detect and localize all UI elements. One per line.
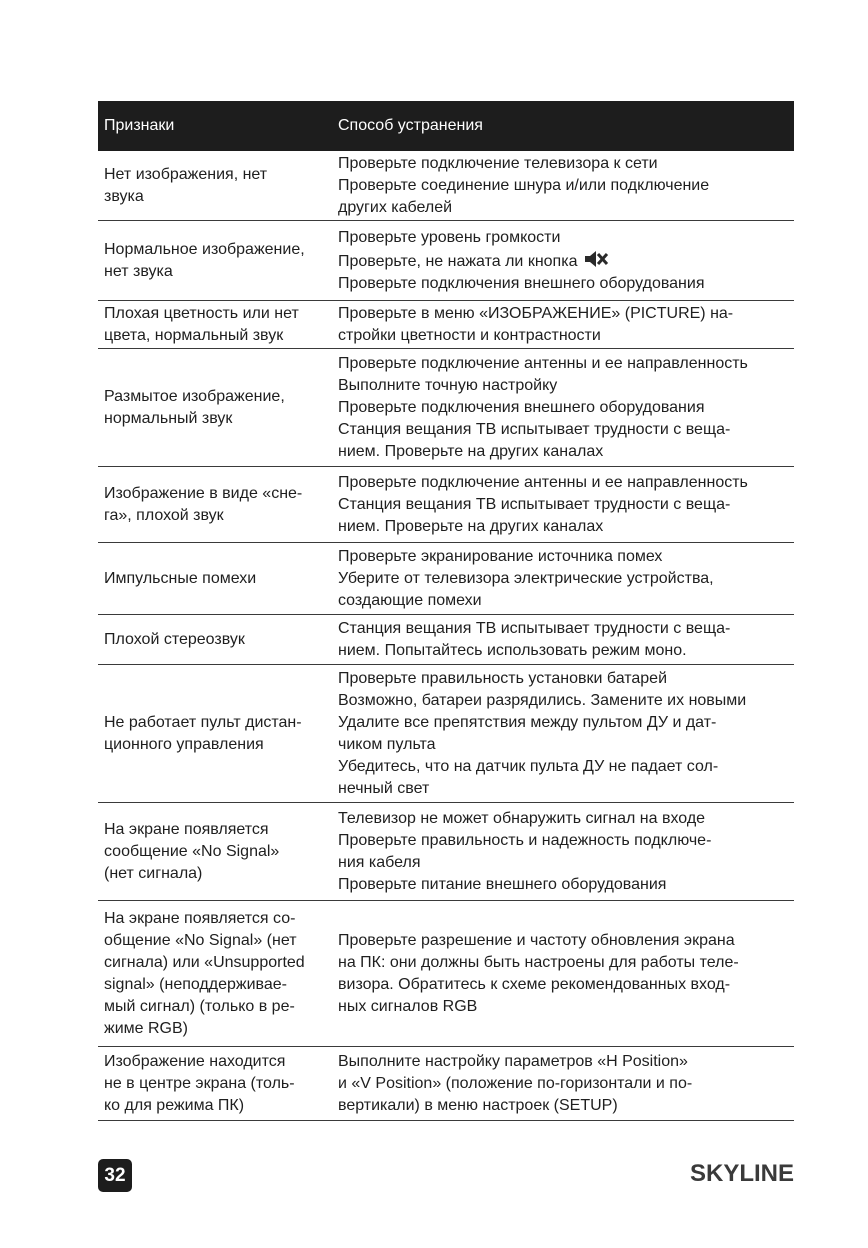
remedy-line — [338, 1051, 794, 1073]
remedy-line — [338, 930, 794, 952]
symptom-cell — [98, 712, 338, 756]
symptom-cell — [98, 819, 338, 885]
symptom-cell — [98, 303, 338, 347]
remedy-line — [338, 640, 794, 662]
remedy-line — [338, 353, 794, 375]
table-row — [98, 665, 794, 803]
header-symptoms: Признаки — [104, 117, 175, 134]
symptom-line: сообщение «No Signal» — [104, 842, 280, 860]
remedy-line — [338, 303, 794, 325]
brand-logo: SKYLINE — [689, 1160, 794, 1187]
symptom-cell — [98, 908, 338, 1040]
remedy-line — [338, 852, 794, 874]
table-row — [98, 615, 794, 665]
remedy-text: Проверьте в меню «ИЗОБРАЖЕНИЕ» (PICTURE) на- — [338, 304, 734, 322]
remedy-text: нием. Проверьте на других каналах — [338, 517, 604, 535]
troubleshooting-table — [98, 101, 794, 1121]
remedy-line — [338, 516, 794, 538]
remedy-line — [338, 756, 794, 778]
remedy-line — [338, 590, 794, 612]
remedy-text: Проверьте правильность и надежность подключе- — [338, 831, 712, 849]
symptom-cell — [98, 568, 338, 590]
remedy-line — [338, 778, 794, 800]
symptom-line: Изображение в виде «сне- — [104, 484, 303, 502]
remedy-line — [338, 712, 794, 734]
symptom-cell — [98, 629, 338, 651]
table-row — [98, 543, 794, 615]
remedy-line — [338, 325, 794, 347]
remedy-line — [338, 546, 794, 568]
remedy-text: ных сигналов RGB — [338, 997, 478, 1015]
header-remedy: Способ устранения — [338, 117, 483, 134]
remedy-text: на ПК: они должны быть настроены для работы теле- — [338, 953, 739, 971]
symptom-line: звука — [104, 187, 144, 205]
symptom-line: нет звука — [104, 262, 173, 280]
remedy-text: нием. Попытайтесь использовать режим моно. — [338, 641, 687, 659]
remedy-text: Проверьте подключение антенны и ее направленность — [338, 473, 748, 491]
remedy-text: Проверьте уровень громкости — [338, 228, 561, 246]
remedy-text: ния кабеля — [338, 853, 421, 871]
table-row — [98, 221, 794, 301]
table-row — [98, 467, 794, 543]
remedy-text: чиком пульта — [338, 735, 436, 753]
remedy-text: визора. Обратитесь к схеме рекомендованных вход- — [338, 975, 731, 993]
symptom-line: Нет изображения, нет — [104, 165, 268, 183]
table-row — [98, 1047, 794, 1121]
remedy-text: Убедитесь, что на датчик пульта ДУ не падает сол- — [338, 757, 719, 775]
table-row — [98, 901, 794, 1047]
symptom-line: Не работает пульт дистан- — [104, 713, 302, 731]
symptom-line: мый сигнал) (только в ре- — [104, 997, 295, 1015]
symptom-cell — [98, 239, 338, 283]
remedy-text: Проверьте, не нажата ли кнопка — [338, 252, 578, 270]
remedy-line — [338, 974, 794, 996]
remedy-text: создающие помехи — [338, 591, 482, 609]
remedy-line — [338, 952, 794, 974]
remedy-line — [338, 568, 794, 590]
remedy-text: Телевизор не может обнаружить сигнал на входе — [338, 809, 706, 827]
remedy-cell — [338, 546, 794, 612]
remedy-line — [338, 175, 794, 197]
remedy-text: Станция вещания ТВ испытывает трудности с веща- — [338, 420, 731, 438]
symptom-line: га», плохой звук — [104, 506, 224, 524]
remedy-text: Проверьте соединение шнура и/или подключение — [338, 176, 710, 194]
remedy-line — [338, 397, 794, 419]
remedy-text: Проверьте подключение антенны и ее направленность — [338, 354, 748, 372]
symptom-line: На экране появляется со- — [104, 909, 296, 927]
remedy-text: Возможно, батареи разрядились. Замените их новыми — [338, 691, 747, 709]
remedy-text: и «V Position» (положение по-горизонтали и по- — [338, 1074, 693, 1092]
remedy-line — [338, 419, 794, 441]
table-row — [98, 301, 794, 349]
symptom-cell — [98, 1051, 338, 1117]
table-row — [98, 349, 794, 467]
table-body — [98, 151, 794, 1121]
remedy-line — [338, 996, 794, 1018]
remedy-cell — [338, 808, 794, 896]
remedy-line — [338, 668, 794, 690]
remedy-line — [338, 734, 794, 756]
remedy-text: Выполните точную настройку — [338, 376, 558, 394]
remedy-text: нечный свет — [338, 779, 430, 797]
remedy-line — [338, 690, 794, 712]
symptom-line: Импульсные помехи — [104, 569, 257, 587]
remedy-cell — [338, 472, 794, 538]
symptom-line: signal» (неподдерживае- — [104, 975, 287, 993]
mute-icon — [583, 249, 609, 269]
page-number: 32 — [98, 1159, 132, 1192]
remedy-text: Проверьте экранирование источника помех — [338, 547, 663, 565]
remedy-text: Проверьте питание внешнего оборудования — [338, 875, 667, 893]
remedy-line — [338, 273, 794, 295]
remedy-text: Проверьте правильность установки батарей — [338, 669, 668, 687]
remedy-cell — [338, 668, 794, 800]
remedy-line — [338, 618, 794, 640]
remedy-text: Проверьте подключения внешнего оборудования — [338, 398, 705, 416]
table-header — [98, 101, 794, 151]
remedy-cell — [338, 227, 794, 295]
remedy-text: нием. Проверьте на других каналах — [338, 442, 604, 460]
symptom-line: Размытое изображение, — [104, 387, 285, 405]
symptom-cell — [98, 386, 338, 430]
remedy-text: Удалите все препятствия между пультом ДУ и дат- — [338, 713, 717, 731]
remedy-cell — [338, 1051, 794, 1117]
remedy-text: Станция вещания ТВ испытывает трудности с веща- — [338, 495, 731, 513]
symptom-line: цвета, нормальный звук — [104, 326, 284, 344]
remedy-line — [338, 441, 794, 463]
remedy-line — [338, 375, 794, 397]
symptom-line: ко для режима ПК) — [104, 1096, 245, 1114]
remedy-cell — [338, 930, 794, 1018]
remedy-line — [338, 830, 794, 852]
remedy-text: Проверьте подключение телевизора к сети — [338, 154, 658, 172]
remedy-line — [338, 472, 794, 494]
remedy-line — [338, 494, 794, 516]
symptom-line: сигнала) или «Unsupported — [104, 953, 305, 971]
remedy-text: стройки цветности и контрастности — [338, 326, 601, 344]
symptom-line: На экране появляется — [104, 820, 269, 838]
remedy-text: Проверьте разрешение и частоту обновления экрана — [338, 931, 735, 949]
remedy-text: Проверьте подключения внешнего оборудования — [338, 274, 705, 292]
remedy-cell — [338, 303, 794, 347]
symptom-cell — [98, 483, 338, 527]
remedy-line — [338, 1095, 794, 1117]
table-row — [98, 151, 794, 221]
symptom-line: Плохой стереозвук — [104, 630, 245, 648]
remedy-text: Уберите от телевизора электрические устройства, — [338, 569, 714, 587]
symptom-line: (нет сигнала) — [104, 864, 203, 882]
remedy-line — [338, 249, 794, 273]
remedy-cell — [338, 618, 794, 662]
remedy-text: Станция вещания ТВ испытывает трудности с веща- — [338, 619, 731, 637]
symptom-line: жиме RGB) — [104, 1019, 188, 1037]
remedy-line — [338, 808, 794, 830]
symptom-line: Изображение находится — [104, 1052, 286, 1070]
remedy-text: Выполните настройку параметров «H Position» — [338, 1052, 688, 1070]
remedy-cell — [338, 353, 794, 463]
symptom-line: Плохая цветность или нет — [104, 304, 299, 322]
symptom-line: Нормальное изображение, — [104, 240, 305, 258]
remedy-text: вертикали) в меню настроек (SETUP) — [338, 1096, 618, 1114]
symptom-line: нормальный звук — [104, 409, 233, 427]
remedy-line — [338, 153, 794, 175]
remedy-line — [338, 874, 794, 896]
remedy-line — [338, 197, 794, 219]
remedy-line — [338, 1073, 794, 1095]
symptom-cell — [98, 164, 338, 208]
symptom-line: общение «No Signal» (нет — [104, 931, 297, 949]
remedy-text: других кабелей — [338, 198, 453, 216]
symptom-line: не в центре экрана (толь- — [104, 1074, 295, 1092]
remedy-line — [338, 227, 794, 249]
remedy-cell — [338, 153, 794, 219]
table-row — [98, 803, 794, 901]
symptom-line: ционного управления — [104, 735, 264, 753]
